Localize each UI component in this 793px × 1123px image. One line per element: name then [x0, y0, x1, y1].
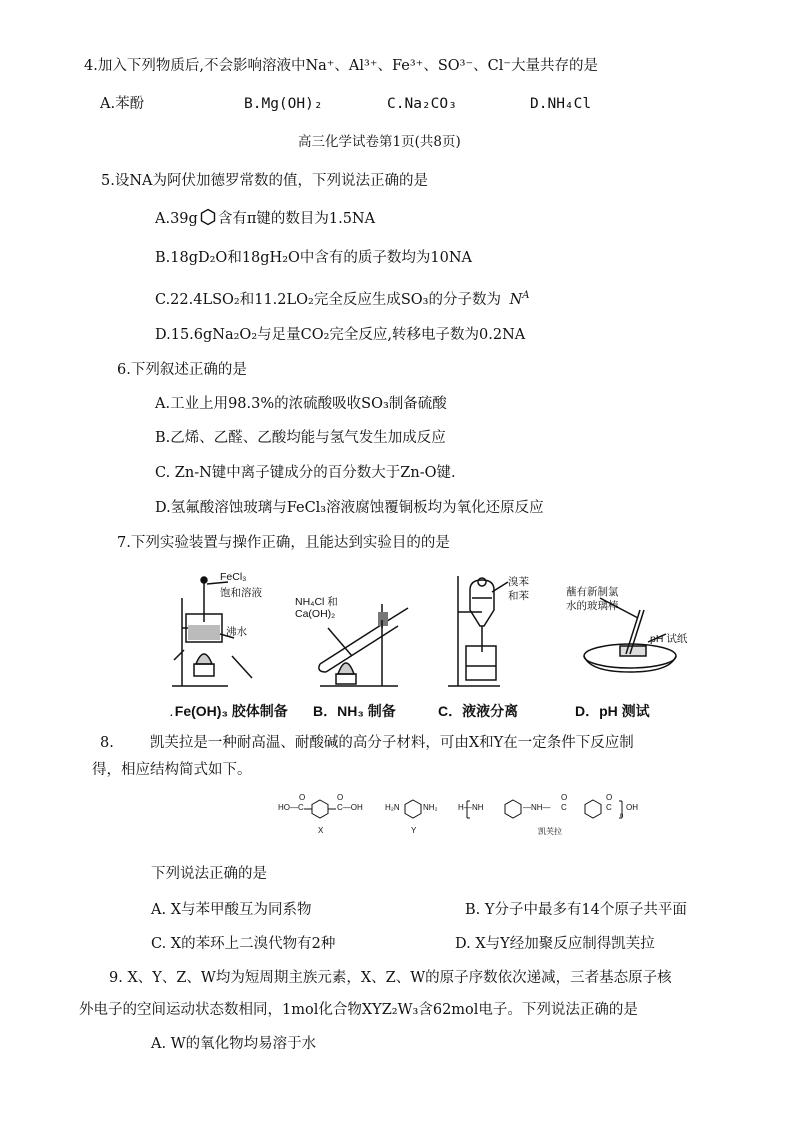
q9-option-a: A. W的氧化物均易溶于水 — [151, 1036, 317, 1052]
q5-option-b: B.18gD₂O和18gH₂O中含有的质子数均为10NA — [155, 250, 473, 266]
benzene-ring-icon — [199, 208, 217, 226]
q6-stem: 6.下列叙述正确的是 — [117, 362, 247, 378]
fig-label-bromobenzene: 溴苯 — [508, 576, 529, 588]
q5-a-suffix: 含有π键的数目为1.5NA — [217, 211, 376, 227]
q9-line1: 9. X、Y、Z、W均为短周期主族元素，X、Z、W的原子序数依次递减，三者基态原子核 — [109, 970, 672, 986]
struct-label-y: Y — [411, 826, 417, 835]
q5-a-prefix: A.39g — [155, 211, 198, 227]
struct-label-kevlar: 凯芙拉 — [538, 827, 562, 836]
q8-line1-text: 凯芙拉是一种耐高温、耐酸碱的高分子材料，可由X和Y在一定条件下反应制 — [149, 735, 634, 751]
x-benzene-ring-icon — [312, 800, 328, 818]
q8-structures-figure — [270, 790, 640, 834]
q7-caption-d: D．pH 测试 — [575, 703, 650, 719]
q7-caption-c: C．液液分离 — [438, 703, 519, 719]
struct-k-c1: C — [561, 803, 567, 812]
q4-option-c: C.Na₂CO₃ — [387, 96, 457, 112]
q8-option-a: A. X与苯甲酸互为同系物 — [151, 902, 312, 918]
q4-stem — [84, 56, 598, 76]
struct-y-right: NH₂ — [423, 803, 438, 812]
q4-option-a: A.苯酚 — [100, 96, 145, 112]
q5-option-c — [155, 290, 530, 310]
q5-c-text: C.22.4LSO₂和11.2LO₂完全反应生成SO₃的分子数为 — [155, 292, 501, 308]
fig-label-glass-rod-2: 水的玻璃棒 — [566, 600, 619, 612]
struct-y-left: H₂N — [385, 803, 400, 812]
q8-number: 8. — [100, 735, 114, 751]
fig-label-ph-paper: pH 试纸 — [650, 633, 688, 645]
fig-label-glass-rod-1: 蘸有新制氯 — [566, 586, 619, 598]
q4-number: 4. — [84, 58, 98, 74]
y-benzene-ring-icon — [405, 800, 421, 818]
struct-k-h: H— — [458, 803, 472, 812]
fig-label-caoh2: Ca(OH)₂ — [295, 608, 336, 620]
q5-option-d: D.15.6gNa₂O₂与足量CO₂完全反应,转移电子数为0.2NA — [155, 327, 526, 343]
struct-k-c2: C — [606, 803, 612, 812]
q7-caption-a: . Fe(OH)₃ 胶体制备 — [170, 703, 288, 719]
q6-option-c: C. Zn-N键中离子键成分的百分数大于Zn-O键. — [155, 465, 456, 481]
q8-ask: 下列说法正确的是 — [151, 866, 267, 882]
fig-label-saturated: 饱和溶液 — [220, 587, 262, 599]
q4-option-d: D.NH₄Cl — [530, 96, 592, 112]
q6-option-b: B.乙烯、乙醛、乙酸均能与氢气发生加成反应 — [155, 430, 446, 446]
q5-c-na: $N^A$ — [509, 290, 530, 308]
q6-option-a: A.工业上用98.3%的浓硫酸吸收SO₃制备硫酸 — [155, 396, 447, 412]
q8-option-c: C. X的苯环上二溴代物有2种 — [151, 936, 336, 952]
q7-caption-b: B．NH₃ 制备 — [313, 703, 396, 719]
page-footer: 高三化学试卷第1页(共8页) — [298, 134, 461, 150]
fig-c-separation-setup — [448, 576, 508, 686]
struct-k-n: n — [620, 813, 624, 819]
q8-option-d: D. X与Y经加聚反应制得凯芙拉 — [455, 936, 655, 952]
q9-line2: 外电子的空间运动状态数相同，1mol化合物XYZ₂W₃含62mol电子。下列说法正确的是 — [79, 1002, 638, 1018]
q8-line2: 得，相应结构简式如下。 — [92, 762, 252, 778]
q4-stem-text: 加入下列物质后,不会影响溶液中Na⁺、Al³⁺、Fe³⁺、SO³⁻、Cl⁻大量共存的是 — [97, 58, 598, 74]
fig-label-boiling-water: 沸水 — [226, 626, 247, 638]
struct-k-o2: O — [606, 793, 613, 802]
struct-k-o1: O — [561, 793, 568, 802]
fig-label-and-benzene: 和苯 — [508, 590, 529, 602]
fig-label-nh4cl: NH₄Cl 和 — [295, 596, 338, 608]
q5-option-a — [155, 208, 375, 229]
q6-option-d: D.氢氟酸溶蚀玻璃与FeCl₃溶液腐蚀覆铜板均为氧化还原反应 — [155, 500, 544, 516]
struct-x-o2: O — [337, 793, 344, 802]
struct-x-left: HO—C — [278, 803, 304, 812]
struct-x-right: C—OH — [337, 803, 363, 812]
kevlar-ring1-icon — [505, 800, 521, 818]
q8-option-b: B. Y分子中最多有14个原子共平面 — [465, 902, 687, 918]
struct-k-nh2: —NH— — [523, 803, 551, 812]
q7-stem: 7.下列实验装置与操作正确，且能达到实验目的的是 — [117, 535, 450, 551]
struct-label-x: X — [318, 826, 324, 835]
fig-label-fecl3: FeCl₃ — [220, 571, 247, 583]
struct-k-oh: OH — [626, 803, 638, 812]
q5-stem: 5.设NA为阿伏加德罗常数的值，下列说法正确的是 — [101, 173, 428, 189]
struct-k-nh1: NH — [472, 803, 484, 812]
kevlar-ring2-icon — [585, 800, 601, 818]
struct-x-o1: O — [299, 793, 306, 802]
q8-line1 — [100, 733, 634, 753]
q4-option-b: B.Mg(OH)₂ — [244, 96, 323, 112]
